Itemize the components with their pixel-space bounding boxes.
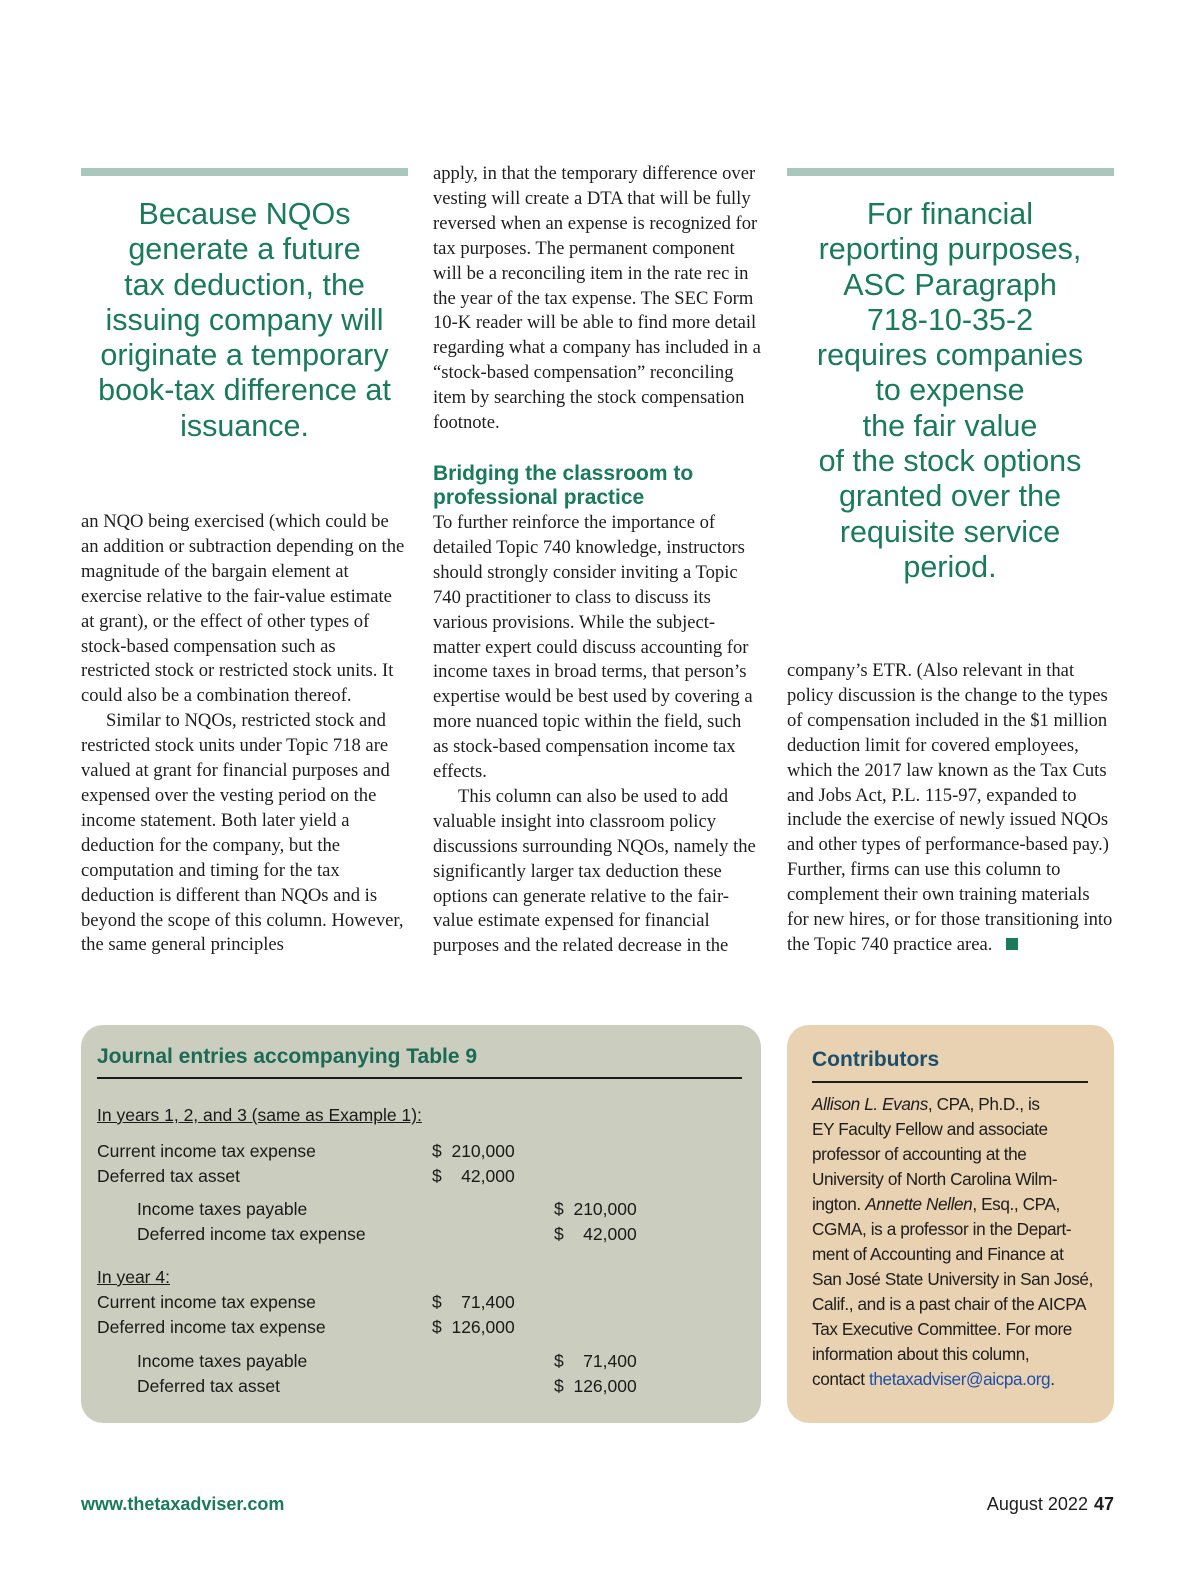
pull-quote-left (70, 197, 419, 444)
journal-debit-amount: $ 71,400 (432, 1292, 515, 1312)
contributors-title-rule (812, 1081, 1088, 1083)
pull-quote-rule-left (81, 168, 408, 176)
pull-quote-line: requisite service (839, 514, 1061, 549)
bio-text: ington. (812, 1194, 866, 1214)
pull-quote-line: tax deduction, the (124, 267, 365, 302)
journal-debit-amount: $ 126,000 (432, 1317, 515, 1337)
journal-debit-amount: $ 210,000 (432, 1141, 515, 1161)
journal-section-heading: In year 4: (97, 1267, 170, 1287)
bio-line: Tax Executive Committee. For more (812, 1319, 1072, 1339)
bio-line: Calif., and is a past chair of the AICPA (812, 1294, 1087, 1314)
end-mark-icon (1006, 938, 1018, 950)
journal-credit-label: Deferred tax asset (137, 1376, 280, 1396)
pull-quote-line: requires companies (816, 338, 1084, 373)
column-left (81, 510, 408, 958)
journal-credit-amount: $ 126,000 (554, 1376, 637, 1396)
pull-quote-line: issuing company will (105, 302, 384, 337)
contact-email-link[interactable]: thetaxadviser@aicpa.org (869, 1369, 1051, 1389)
bio-line: professor of accounting at the (812, 1144, 1027, 1164)
bio-text: contact (812, 1369, 869, 1389)
body-paragraph: an NQO being exercised (which could be an addition or subtraction depending on the magnitude of the bargain element at exercise relative to the fair-value estimate at grant), or the effect of other types of stock-based compensation such as restricted stock or restricted stock units. It could also be a combination thereof. (81, 511, 405, 707)
contributors-title: Contributors (812, 1048, 940, 1071)
pull-quote-line: reporting purposes, (818, 232, 1082, 267)
pull-quote-line: to expense (875, 373, 1025, 408)
body-paragraph (787, 659, 1114, 958)
pull-quote-line: ASC Paragraph (843, 267, 1057, 302)
pull-quote-line: the fair value (862, 408, 1038, 443)
bio-line (812, 1367, 1104, 1392)
contributors-box (787, 1025, 1114, 1423)
bio-line: San José State University in San José, (812, 1269, 1093, 1289)
pull-quote-line: Because NQOs (138, 197, 351, 231)
journal-credit-label: Deferred income tax expense (137, 1224, 366, 1244)
section-subhead: Bridging the classroom to professional practice (433, 461, 694, 510)
pull-quote-line: of the stock options (818, 444, 1082, 479)
bio-line: EY Faculty Fellow and associate (812, 1119, 1048, 1139)
pull-quote-line: book-tax difference at (98, 373, 391, 408)
column-middle (433, 162, 761, 959)
issue-date: August 2022 (986, 1494, 1088, 1514)
author-name: Annette Nellen (865, 1194, 973, 1214)
contributors-bio (812, 1092, 1104, 1392)
footer-date-page (987, 1494, 1114, 1515)
footer-website-link[interactable]: www.thetaxadviser.com (81, 1494, 285, 1514)
bio-line: University of North Carolina Wilm- (812, 1169, 1058, 1189)
bio-text: . (1050, 1369, 1055, 1389)
journal-credit-label: Income taxes payable (137, 1351, 308, 1371)
bio-line: CGMA, is a professor in the Depart- (812, 1219, 1072, 1239)
column-right (787, 659, 1114, 958)
journal-section-heading: In years 1, 2, and 3 (same as Example 1): (97, 1105, 422, 1125)
journal-credit-amount: $ 210,000 (554, 1199, 637, 1219)
journal-entries-title: Journal entries accompanying Table 9 (97, 1045, 478, 1068)
journal-credit-amount: $ 71,400 (554, 1351, 637, 1371)
pull-quote-line: originate a temporary (100, 338, 389, 373)
bio-line (812, 1192, 1104, 1217)
body-paragraph-text: company’s ETR. (Also relevant in that policy discussion is the change to the types of compensation included in the $1 million deduction limit for covered employees, which the 2017 law known as the Tax Cuts and Jobs Act, P.L. 115-97, expanded to include the exercise of newly issued NQOs and other types of performance-based pay.) Further, firms can use this column to complement their own training materials for new hires, or for those transitioning into the Topic 740 practice area. (787, 660, 1113, 955)
bio-line (812, 1092, 1104, 1117)
journal-debit-label: Current income tax expense (97, 1141, 316, 1161)
bio-text: , CPA, Ph.D., is (927, 1094, 1040, 1114)
pull-quote-line: granted over the (838, 479, 1062, 514)
journal-title-rule (97, 1077, 742, 1079)
body-paragraph: To further reinforce the importance of detailed Topic 740 knowledge, instructors should strongly consider inviting a Topic 740 practitioner to class to discuss its various provisions. While the subject-matter expert could discuss accounting for income taxes in broad terms, that person’s expertise would be best used by covering a more nuanced topic within the field, such as stock-based compensation income tax effects. (433, 511, 753, 783)
body-paragraph: Similar to NQOs, restricted stock and restricted stock units under Topic 718 are valued at grant for financial purposes and expensed over the vesting period on the income statement. Both later yield a deduction for the company, but the computation and timing for the tax deduction is different than NQOs and is beyond the scope of this column. However, the same general principles (81, 710, 404, 956)
pull-quote-line: issuance. (180, 408, 309, 443)
journal-credit-label: Income taxes payable (137, 1199, 308, 1219)
author-name: Allison L. Evans (812, 1094, 928, 1114)
page-number: 47 (1093, 1494, 1114, 1514)
pull-quote-right (780, 197, 1120, 585)
journal-debit-amount: $ 42,000 (432, 1166, 515, 1186)
journal-debit-label: Deferred income tax expense (97, 1317, 326, 1337)
bio-text: , Esq., CPA, (972, 1194, 1060, 1214)
pull-quote-line: period. (903, 549, 997, 584)
pull-quote-rule-right (787, 168, 1114, 176)
journal-credit-amount: $ 42,000 (554, 1224, 637, 1244)
pull-quote-line: 718-10-35-2 (866, 302, 1034, 337)
pull-quote-line: For financial (866, 197, 1034, 231)
body-paragraph: apply, in that the temporary difference over vesting will create a DTA that will be fully reversed when an expense is recognized for tax purposes. The permanent component will be a reconciling item in the rate rec in the year of the tax expense. The SEC Form 10-K reader will be able to find more detail regarding what a company has included in a “stock-based compensation” reconciling item by searching the stock compensation footnote. (433, 163, 761, 434)
journal-debit-label: Current income tax expense (97, 1292, 316, 1312)
journal-debit-label: Deferred tax asset (97, 1166, 240, 1186)
pull-quote-line: generate a future (128, 232, 361, 267)
bio-line: information about this column, (812, 1344, 1030, 1364)
bio-line: ment of Accounting and Finance at (812, 1244, 1064, 1264)
body-paragraph: This column can also be used to add valuable insight into classroom policy discussions surrounding NQOs, namely the significantly larger tax deduction these options can generate relative to the fair-value estimate expensed for financial purposes and the related decrease in the (433, 785, 756, 957)
journal-entries-box (81, 1025, 761, 1423)
